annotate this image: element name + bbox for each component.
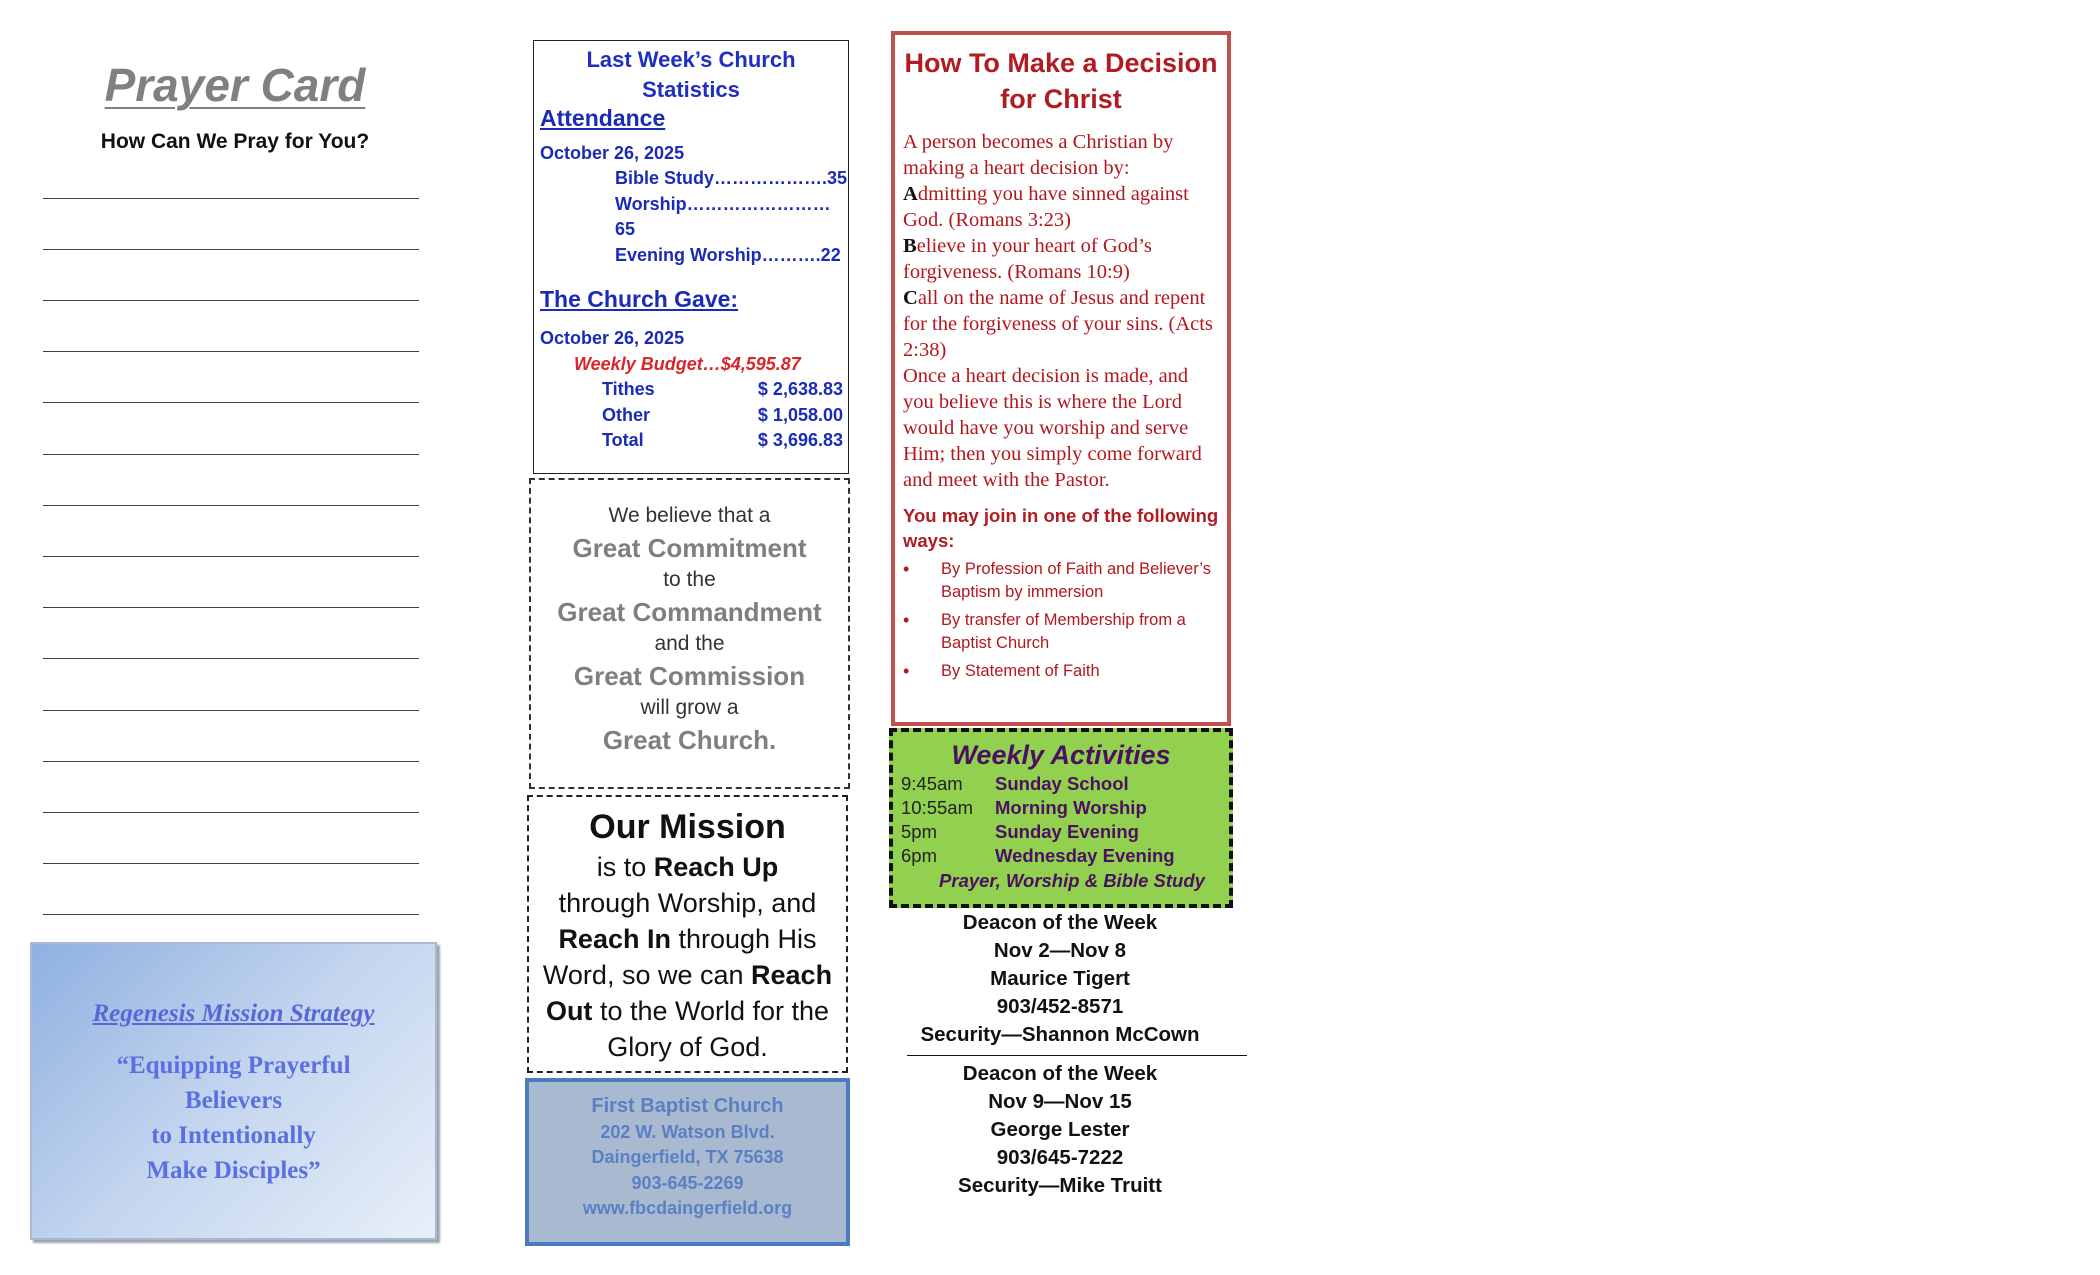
regenesis-quote-line: Make Disciples” xyxy=(146,1157,321,1184)
decision-title-line: for Christ xyxy=(1000,84,1122,114)
activity-note: Prayer, Worship & Bible Study xyxy=(939,870,1205,891)
prayer-line xyxy=(43,863,419,864)
church-statistics-box xyxy=(533,40,849,474)
church-contact-box xyxy=(525,1078,850,1246)
church-address: 202 W. Watson Blvd. xyxy=(600,1121,775,1142)
activity-time: 5pm xyxy=(901,821,937,842)
decision-step-b xyxy=(903,233,1219,285)
belief-line: will grow a xyxy=(640,696,739,719)
prayer-line xyxy=(43,300,419,301)
prayer-line xyxy=(43,761,419,762)
attendance-bible-study: Bible Study……………….35 xyxy=(615,168,848,188)
prayer-line xyxy=(43,607,419,608)
bullet-icon: • xyxy=(903,661,910,681)
mission-text: is to xyxy=(596,852,654,882)
mission-emphasis: Reach xyxy=(751,960,833,990)
attendance-evening-worship: Evening Worship……….22 xyxy=(615,244,841,265)
decision-title xyxy=(895,45,1227,117)
belief-line-emphasis: Great Commission xyxy=(573,661,806,691)
join-item-text: By transfer of Membership from a Baptist Church xyxy=(941,611,1186,652)
mission-emphasis: Reach In xyxy=(558,924,671,954)
church-phone: 903-645-2269 xyxy=(631,1172,744,1193)
regenesis-title: Regenesis Mission Strategy xyxy=(92,1000,375,1027)
prayer-line xyxy=(43,454,419,455)
weekly-activities-box xyxy=(889,728,1233,908)
belief-statement-box xyxy=(529,478,850,789)
deacon-phone: 903/452-8571 xyxy=(996,995,1124,1018)
belief-line-emphasis: Great Commitment xyxy=(572,533,807,563)
regenesis-quote-line: Believers xyxy=(184,1087,283,1114)
decision-intro: A person becomes a Christian by making a heart decision by: xyxy=(903,131,1174,179)
statistics-title-line: Statistics xyxy=(642,77,740,102)
mission-line: through Worship, and xyxy=(558,888,817,918)
decision-step-a xyxy=(903,181,1219,233)
mission-text: to the World for the xyxy=(592,996,830,1026)
giving-value: $ 3,696.83 xyxy=(757,430,843,450)
mission-line: Glory of God. xyxy=(607,1032,768,1062)
belief-line-emphasis: Great Church. xyxy=(602,725,777,755)
giving-label: Other xyxy=(602,404,651,425)
deacon-of-week-1 xyxy=(880,909,1240,1049)
prayer-line xyxy=(43,710,419,711)
giving-date: October 26, 2025 xyxy=(540,328,685,348)
step-letter: A xyxy=(903,183,918,205)
deacon-heading: Deacon of the Week xyxy=(962,1062,1158,1085)
belief-line-emphasis: Great Commandment xyxy=(557,597,822,627)
activity-row xyxy=(901,820,1229,844)
giving-heading: The Church Gave: xyxy=(540,286,739,312)
statistics-title xyxy=(534,45,848,105)
attendance-date: October 26, 2025 xyxy=(540,143,685,163)
deacon-security: Security—Mike Truitt xyxy=(958,1174,1162,1197)
join-item xyxy=(903,660,1221,683)
prayer-line xyxy=(43,812,419,813)
giving-row xyxy=(602,428,843,454)
join-item xyxy=(903,609,1221,655)
giving-label: Tithes xyxy=(602,379,655,399)
step-text: all on the name of Jesus and repent for the forgiveness of your sins. (Acts 2:38) xyxy=(903,287,1213,361)
deacon-name: Maurice Tigert xyxy=(990,967,1130,990)
weekly-activities-title: Weekly Activities xyxy=(951,740,1171,770)
belief-line: and the xyxy=(654,632,725,655)
mission-statement-box xyxy=(527,795,848,1073)
deacon-heading: Deacon of the Week xyxy=(962,911,1158,934)
deacon-of-week-2 xyxy=(880,1060,1240,1200)
regenesis-quote-line: “Equipping Prayerful xyxy=(116,1052,351,1079)
decision-for-christ-box xyxy=(891,31,1231,726)
belief-line: to the xyxy=(663,568,716,591)
bullet-icon: • xyxy=(903,610,910,630)
prayer-line xyxy=(43,198,419,199)
deacon-phone: 903/645-7222 xyxy=(996,1146,1124,1169)
giving-value: $ 2,638.83 xyxy=(757,379,843,399)
deacon-security: Security—Shannon McCown xyxy=(920,1023,1200,1046)
prayer-card-subtitle: How Can We Pray for You? xyxy=(100,130,370,153)
activity-row xyxy=(901,796,1229,820)
church-name: First Baptist Church xyxy=(591,1095,784,1117)
step-letter: C xyxy=(903,287,918,309)
mission-text: through His xyxy=(670,924,817,954)
step-text: dmitting you have sinned against God. (Romans 3:23) xyxy=(903,183,1189,231)
attendance-worship: Worship……………………65 xyxy=(615,193,831,239)
decision-closing: Once a heart decision is made, and you believe this is where the Lord would have you worship and serve Him; then you simply come forward and meet with the Pastor. xyxy=(903,365,1202,491)
join-item xyxy=(903,558,1221,604)
step-letter: B xyxy=(903,235,917,257)
mission-line xyxy=(529,921,846,957)
giving-value: $ 1,058.00 xyxy=(757,404,843,425)
step-text: elieve in your heart of God’s forgiveness. (Romans 10:9) xyxy=(903,235,1152,283)
activity-time: 6pm xyxy=(901,845,937,866)
activity-time: 9:45am xyxy=(901,773,963,794)
join-heading: You may join in one of the following ways: xyxy=(903,505,1219,551)
prayer-line xyxy=(43,505,419,506)
giving-row xyxy=(602,403,843,429)
deacon-name: George Lester xyxy=(990,1118,1130,1141)
deacon-dates: Nov 9—Nov 15 xyxy=(988,1090,1132,1113)
statistics-title-line: Last Week’s Church xyxy=(586,47,796,72)
join-item-text: By Profession of Faith and Believer’s Baptism by immersion xyxy=(941,560,1211,601)
prayer-line xyxy=(43,351,419,352)
attendance-heading: Attendance xyxy=(540,105,666,131)
activity-name: Morning Worship xyxy=(995,797,1147,818)
giving-label: Total xyxy=(602,430,644,450)
prayer-line xyxy=(43,249,419,250)
belief-line: We believe that a xyxy=(608,504,771,527)
prayer-line xyxy=(43,402,419,403)
decision-body xyxy=(903,129,1219,493)
join-item-text: By Statement of Faith xyxy=(941,662,1100,680)
activity-row xyxy=(901,772,1229,796)
mission-line xyxy=(529,849,846,885)
deacon-dates: Nov 2—Nov 8 xyxy=(993,939,1127,962)
activity-time: 10:55am xyxy=(901,797,973,818)
regenesis-strategy-box xyxy=(30,942,437,1240)
prayer-line xyxy=(43,658,419,659)
mission-line xyxy=(529,993,846,1029)
activity-row xyxy=(901,844,1229,868)
mission-emphasis: Reach Up xyxy=(653,852,779,882)
mission-line xyxy=(529,957,846,993)
decision-step-c xyxy=(903,285,1219,363)
weekly-budget: Weekly Budget…$4,595.87 xyxy=(574,354,801,374)
regenesis-quote-line: to Intentionally xyxy=(151,1122,316,1149)
decision-title-line: How To Make a Decision xyxy=(904,48,1218,78)
giving-row xyxy=(602,377,843,403)
activity-name: Wednesday Evening xyxy=(995,845,1175,866)
prayer-card-title: Prayer Card xyxy=(104,59,366,111)
deacon-divider xyxy=(907,1055,1247,1056)
mission-title: Our Mission xyxy=(589,808,786,846)
church-city: Daingerfield, TX 75638 xyxy=(591,1147,784,1167)
mission-text: Word, so we can xyxy=(542,960,752,990)
prayer-line xyxy=(43,556,419,557)
activity-name: Sunday Evening xyxy=(995,821,1139,842)
mission-emphasis: Out xyxy=(545,996,593,1026)
prayer-line xyxy=(43,914,419,915)
activity-name: Sunday School xyxy=(995,773,1129,794)
church-website: www.fbcdaingerfield.org xyxy=(582,1198,793,1218)
bullet-icon: • xyxy=(903,559,910,579)
regenesis-quote xyxy=(32,1048,435,1188)
